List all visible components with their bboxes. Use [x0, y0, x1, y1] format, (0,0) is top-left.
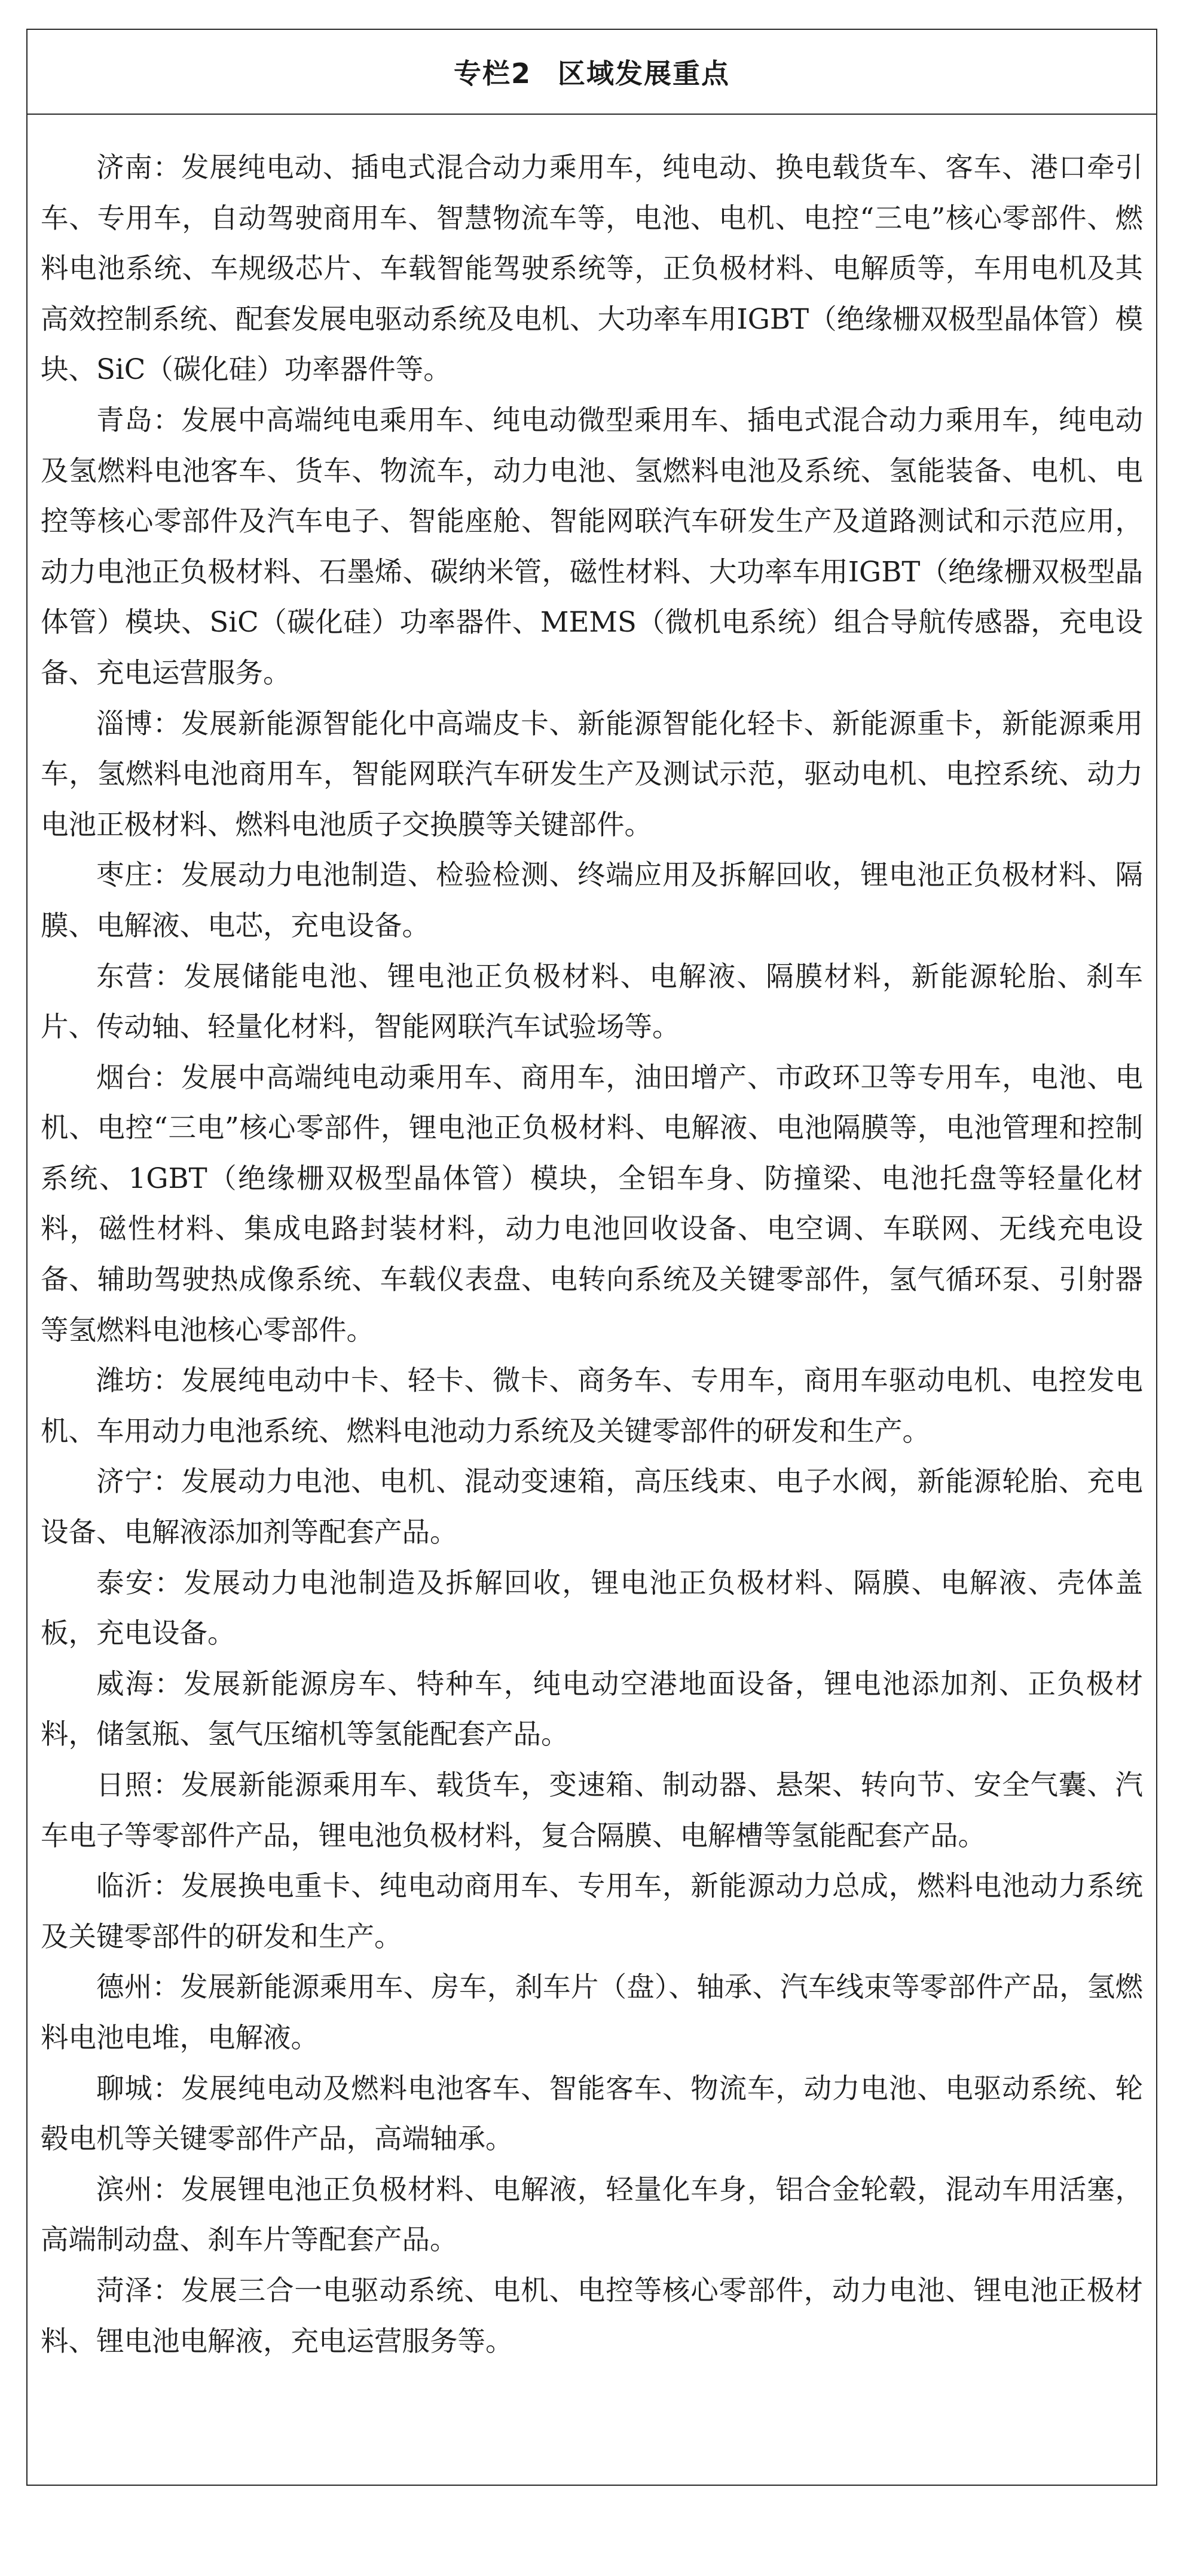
region-text: 发展新能源乘用车、房车，刹车片（盘）、轴承、汽车线束等零部件产品，氢燃料电池电堆，电解液。 [41, 1971, 1144, 2054]
region-paragraph-yantai [41, 1052, 1143, 1356]
region-text: 发展动力电池制造及拆解回收，锂电池正负极材料、隔膜、电解液、壳体盖板，充电设备。 [41, 1566, 1144, 1650]
region-paragraph-rizhao [41, 1760, 1143, 1861]
region-text: 发展三合一电驱动系统、电机、电控等核心零部件，动力电池、锂电池正极材料、锂电池电解液，充电运营服务等。 [41, 2274, 1144, 2357]
region-name: 淄博： [96, 707, 182, 740]
region-paragraph-weihai [41, 1659, 1143, 1760]
region-name: 德州： [96, 1971, 181, 2004]
region-name: 菏泽： [96, 2274, 182, 2307]
region-text: 发展锂电池正负极材料、电解液，轻量化车身，铝合金轮毂，混动车用活塞，高端制动盘、刹车片等配套产品。 [41, 2173, 1144, 2256]
region-paragraph-taian [41, 1558, 1143, 1659]
region-paragraph-heze [41, 2265, 1143, 2366]
column-body [27, 115, 1156, 2366]
region-text: 发展动力电池制造、检验检测、终端应用及拆解回收，锂电池正负极材料、隔膜、电解液、电芯，充电设备。 [41, 859, 1144, 942]
region-text: 发展新能源乘用车、载货车，变速箱、制动器、悬架、转向节、安全气囊、汽车电子等零部件产品，锂电池负极材料，复合隔膜、电解槽等氢能配套产品。 [41, 1769, 1144, 1852]
region-paragraph-weifang [41, 1355, 1143, 1456]
region-text: 发展动力电池、电机、混动变速箱，高压线束、电子水阀，新能源轮胎、充电设备、电解液添加剂等配套产品。 [41, 1465, 1144, 1549]
region-name: 临沂： [96, 1870, 182, 1903]
region-text: 发展纯电动及燃料电池客车、智能客车、物流车，动力电池、电驱动系统、轮毂电机等关键零部件产品，高端轴承。 [41, 2072, 1144, 2155]
region-text: 发展中高端纯电动乘用车、商用车，油田增产、市政环卫等专用车，电池、电机、电控“三电”核心零部件，锂电池正负极材料、电解液、电池隔膜等，电池管理和控制系统、1GBT（绝缘栅双极型晶体管）模块，全铝车身、防撞梁、电池托盘等轻量化材料，磁性材料、集成电路封装材料，动力电池回收设备、电空调、车联网、无线充电设备、辅助驾驶热成像系统、车载仪表盘、电转向系统及关键零部件，氢气循环泵、引射器等氢燃料电池核心零部件。 [41, 1061, 1144, 1346]
column-box [26, 29, 1157, 2486]
region-name: 济宁： [96, 1465, 182, 1498]
region-text: 发展中高端纯电乘用车、纯电动微型乘用车、插电式混合动力乘用车，纯电动及氢燃料电池客车、货车、物流车，动力电池、氢燃料电池及系统、氢能装备、电机、电控等核心零部件及汽车电子、智能座舱、智能网联汽车研发生产及道路测试和示范应用，动力电池正负极材料、石墨烯、碳纳米管，磁性材料、大功率车用IGBT（绝缘栅双极型晶体管）模块、SiC（碳化硅）功率器件、MEMS（微机电系统）组合导航传感器，充电设备、充电运营服务。 [41, 403, 1144, 689]
region-name: 青岛： [96, 403, 182, 436]
region-paragraph-liaocheng [41, 2063, 1143, 2164]
region-name: 烟台： [96, 1061, 182, 1094]
region-name: 聊城： [96, 2072, 182, 2105]
region-paragraph-zaozhuang [41, 850, 1143, 951]
region-name: 威海： [96, 1667, 184, 1700]
region-name: 枣庄： [96, 859, 182, 892]
region-text: 发展新能源智能化中高端皮卡、新能源智能化轻卡、新能源重卡，新能源乘用车，氢燃料电池商用车，智能网联汽车研发生产及测试示范，驱动电机、电控系统、动力电池正极材料、燃料电池质子交换膜等关键部件。 [41, 707, 1144, 841]
region-name: 滨州： [96, 2173, 182, 2206]
region-paragraph-zibo [41, 699, 1143, 850]
region-paragraph-dongying [41, 951, 1143, 1052]
region-name: 潍坊： [96, 1364, 182, 1397]
region-text: 发展纯电动、插电式混合动力乘用车，纯电动、换电载货车、客车、港口牵引车、专用车，自动驾驶商用车、智慧物流车等，电池、电机、电控“三电”核心零部件、燃料电池系统、车规级芯片、车载智能驾驶系统等，正负极材料、电解质等，车用电机及其高效控制系统、配套发展电驱动系统及电机、大功率车用IGBT（绝缘栅双极型晶体管）模块、SiC（碳化硅）功率器件等。 [41, 151, 1144, 386]
region-paragraph-qingdao [41, 395, 1143, 699]
region-paragraph-jining [41, 1456, 1143, 1557]
region-name: 日照： [96, 1769, 182, 1801]
region-text: 发展储能电池、锂电池正负极材料、电解液、隔膜材料，新能源轮胎、刹车片、传动轴、轻量化材料，智能网联汽车试验场等。 [41, 960, 1144, 1043]
region-name: 济南： [96, 151, 182, 183]
region-text: 发展纯电动中卡、轻卡、微卡、商务车、专用车，商用车驱动电机、电控发电机、车用动力电池系统、燃料电池动力系统及关键零部件的研发和生产。 [41, 1364, 1144, 1447]
region-paragraph-dezhou [41, 1962, 1143, 2063]
region-name: 泰安： [96, 1566, 184, 1599]
column-header [27, 30, 1156, 115]
region-name: 东营： [96, 960, 184, 993]
region-paragraph-jinan [41, 142, 1143, 395]
column-title: 区域发展重点 [558, 57, 730, 90]
region-paragraph-binzhou [41, 2164, 1143, 2265]
column-number: 专栏2 [453, 57, 531, 90]
region-text: 发展换电重卡、纯电动商用车、专用车，新能源动力总成，燃料电池动力系统及关键零部件的研发和生产。 [41, 1870, 1144, 1953]
region-paragraph-linyi [41, 1861, 1143, 1962]
region-text: 发展新能源房车、特种车，纯电动空港地面设备，锂电池添加剂、正负极材料，储氢瓶、氢气压缩机等氢能配套产品。 [41, 1667, 1144, 1751]
